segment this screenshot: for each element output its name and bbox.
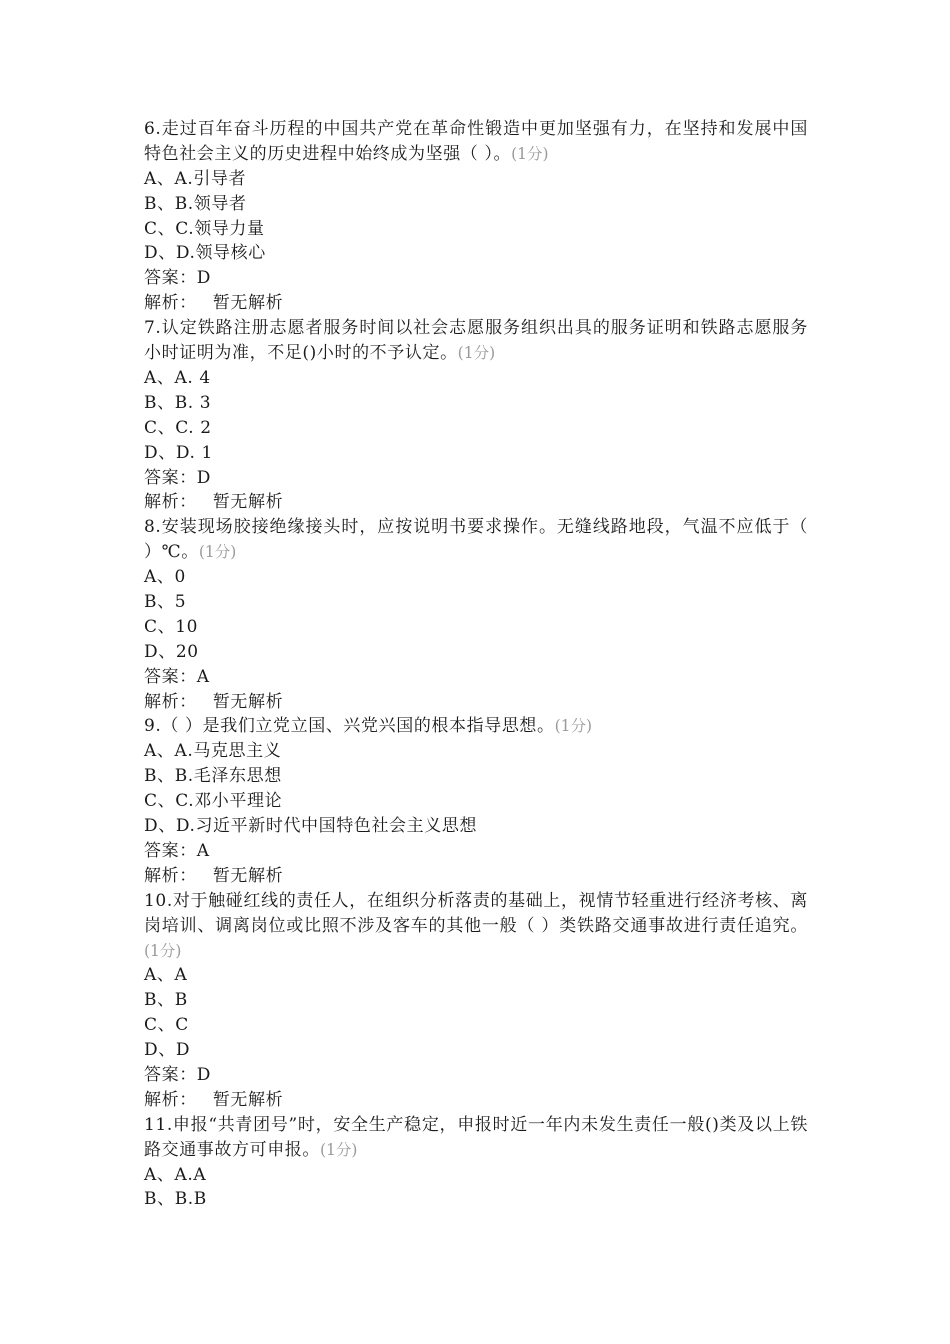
question-stem xyxy=(144,714,808,739)
answer-line: 答案：D xyxy=(144,268,212,289)
analysis-line xyxy=(144,1088,808,1113)
option-a: A、A xyxy=(144,965,188,986)
option-d: D、D. 1 xyxy=(144,442,213,463)
question-score: (1分) xyxy=(457,344,496,363)
option-a: A、A.A xyxy=(144,1164,207,1185)
option-a: A、A.引导者 xyxy=(144,168,247,189)
question-block xyxy=(144,714,808,888)
question-list xyxy=(144,117,808,1212)
option-b: B、B xyxy=(144,990,188,1011)
option-d: D、D.习近平新时代中国特色社会主义思想 xyxy=(144,816,478,837)
option-c: C、C.邓小平理论 xyxy=(144,791,283,812)
answer-line: 答案：D xyxy=(144,467,212,488)
question-block xyxy=(144,889,808,1113)
analysis-line xyxy=(144,690,808,715)
analysis-text: 暂无解析 xyxy=(212,1089,284,1110)
option-b: B、5 xyxy=(144,592,187,613)
analysis-label: 解析： xyxy=(144,865,197,886)
question-score: (1分) xyxy=(320,1140,358,1159)
option-b: B、B. 3 xyxy=(144,392,212,413)
question-block xyxy=(144,515,808,714)
question-stem xyxy=(144,117,808,167)
option-a: A、A.马克思主义 xyxy=(144,741,282,762)
question-stem xyxy=(144,316,808,366)
question-score: (1分) xyxy=(144,941,182,960)
analysis-text: 暂无解析 xyxy=(212,865,284,886)
option-a: A、A. 4 xyxy=(144,367,211,388)
question-score: (1分) xyxy=(554,717,593,736)
question-text: 7.认定铁路注册志愿者服务时间以社会志愿服务组织出具的服务证明和铁路志愿服务小时证明为准，不足()小时的不予认定。 xyxy=(144,318,808,364)
analysis-label: 解析： xyxy=(144,293,197,314)
analysis-text: 暂无解析 xyxy=(212,492,284,513)
option-c: C、C.领导力量 xyxy=(144,218,265,239)
option-b: B、B.B xyxy=(144,1189,207,1210)
question-score: (1分) xyxy=(511,144,549,163)
question-block xyxy=(144,1113,808,1213)
answer-line: 答案：A xyxy=(144,840,210,861)
option-c: C、10 xyxy=(144,616,199,637)
answer-line: 答案：A xyxy=(144,666,210,687)
option-b: B、B.领导者 xyxy=(144,193,247,214)
analysis-text: 暂无解析 xyxy=(212,691,284,712)
question-stem xyxy=(144,515,808,565)
option-c: C、C. 2 xyxy=(144,417,212,438)
question-stem xyxy=(144,1113,808,1163)
question-text: 10.对于触碰红线的责任人，在组织分析落责的基础上，视情节轻重进行经济考核、离岗培训、调离岗位或比照不涉及客车的其他一般（ ）类铁路交通事故进行责任追究。 xyxy=(144,890,808,936)
analysis-line xyxy=(144,291,808,316)
question-block xyxy=(144,117,808,316)
option-d: D、D xyxy=(144,1040,191,1061)
question-text: 9.（ ）是我们立党立国、兴党兴国的根本指导思想。 xyxy=(144,716,555,737)
question-stem xyxy=(144,889,808,964)
option-d: D、20 xyxy=(144,641,199,662)
analysis-line xyxy=(144,864,808,889)
option-d: D、D.领导核心 xyxy=(144,243,266,264)
analysis-label: 解析： xyxy=(144,691,197,712)
analysis-label: 解析： xyxy=(144,492,197,513)
option-a: A、0 xyxy=(144,567,186,588)
question-text: 6.走过百年奋斗历程的中国共产党在革命性锻造中更加坚强有力，在坚持和发展中国特色社会主义的历史进程中始终成为坚强（ ）。 xyxy=(144,119,808,164)
analysis-label: 解析： xyxy=(144,1089,197,1110)
question-score: (1分) xyxy=(198,543,237,562)
analysis-line xyxy=(144,490,808,515)
option-c: C、C xyxy=(144,1015,189,1036)
question-text: 11.申报“共青团号”时，安全生产稳定，申报时近一年内未发生责任一般()类及以上铁路交通事故方可申报。 xyxy=(144,1114,808,1160)
analysis-text: 暂无解析 xyxy=(212,293,284,314)
option-b: B、B.毛泽东思想 xyxy=(144,766,282,787)
question-block xyxy=(144,316,808,515)
answer-line: 答案：D xyxy=(144,1065,212,1085)
question-text: 8.安装现场胶接绝缘接头时，应按说明书要求操作。无缝线路地段，气温不应低于（ ）℃。 xyxy=(144,517,808,563)
